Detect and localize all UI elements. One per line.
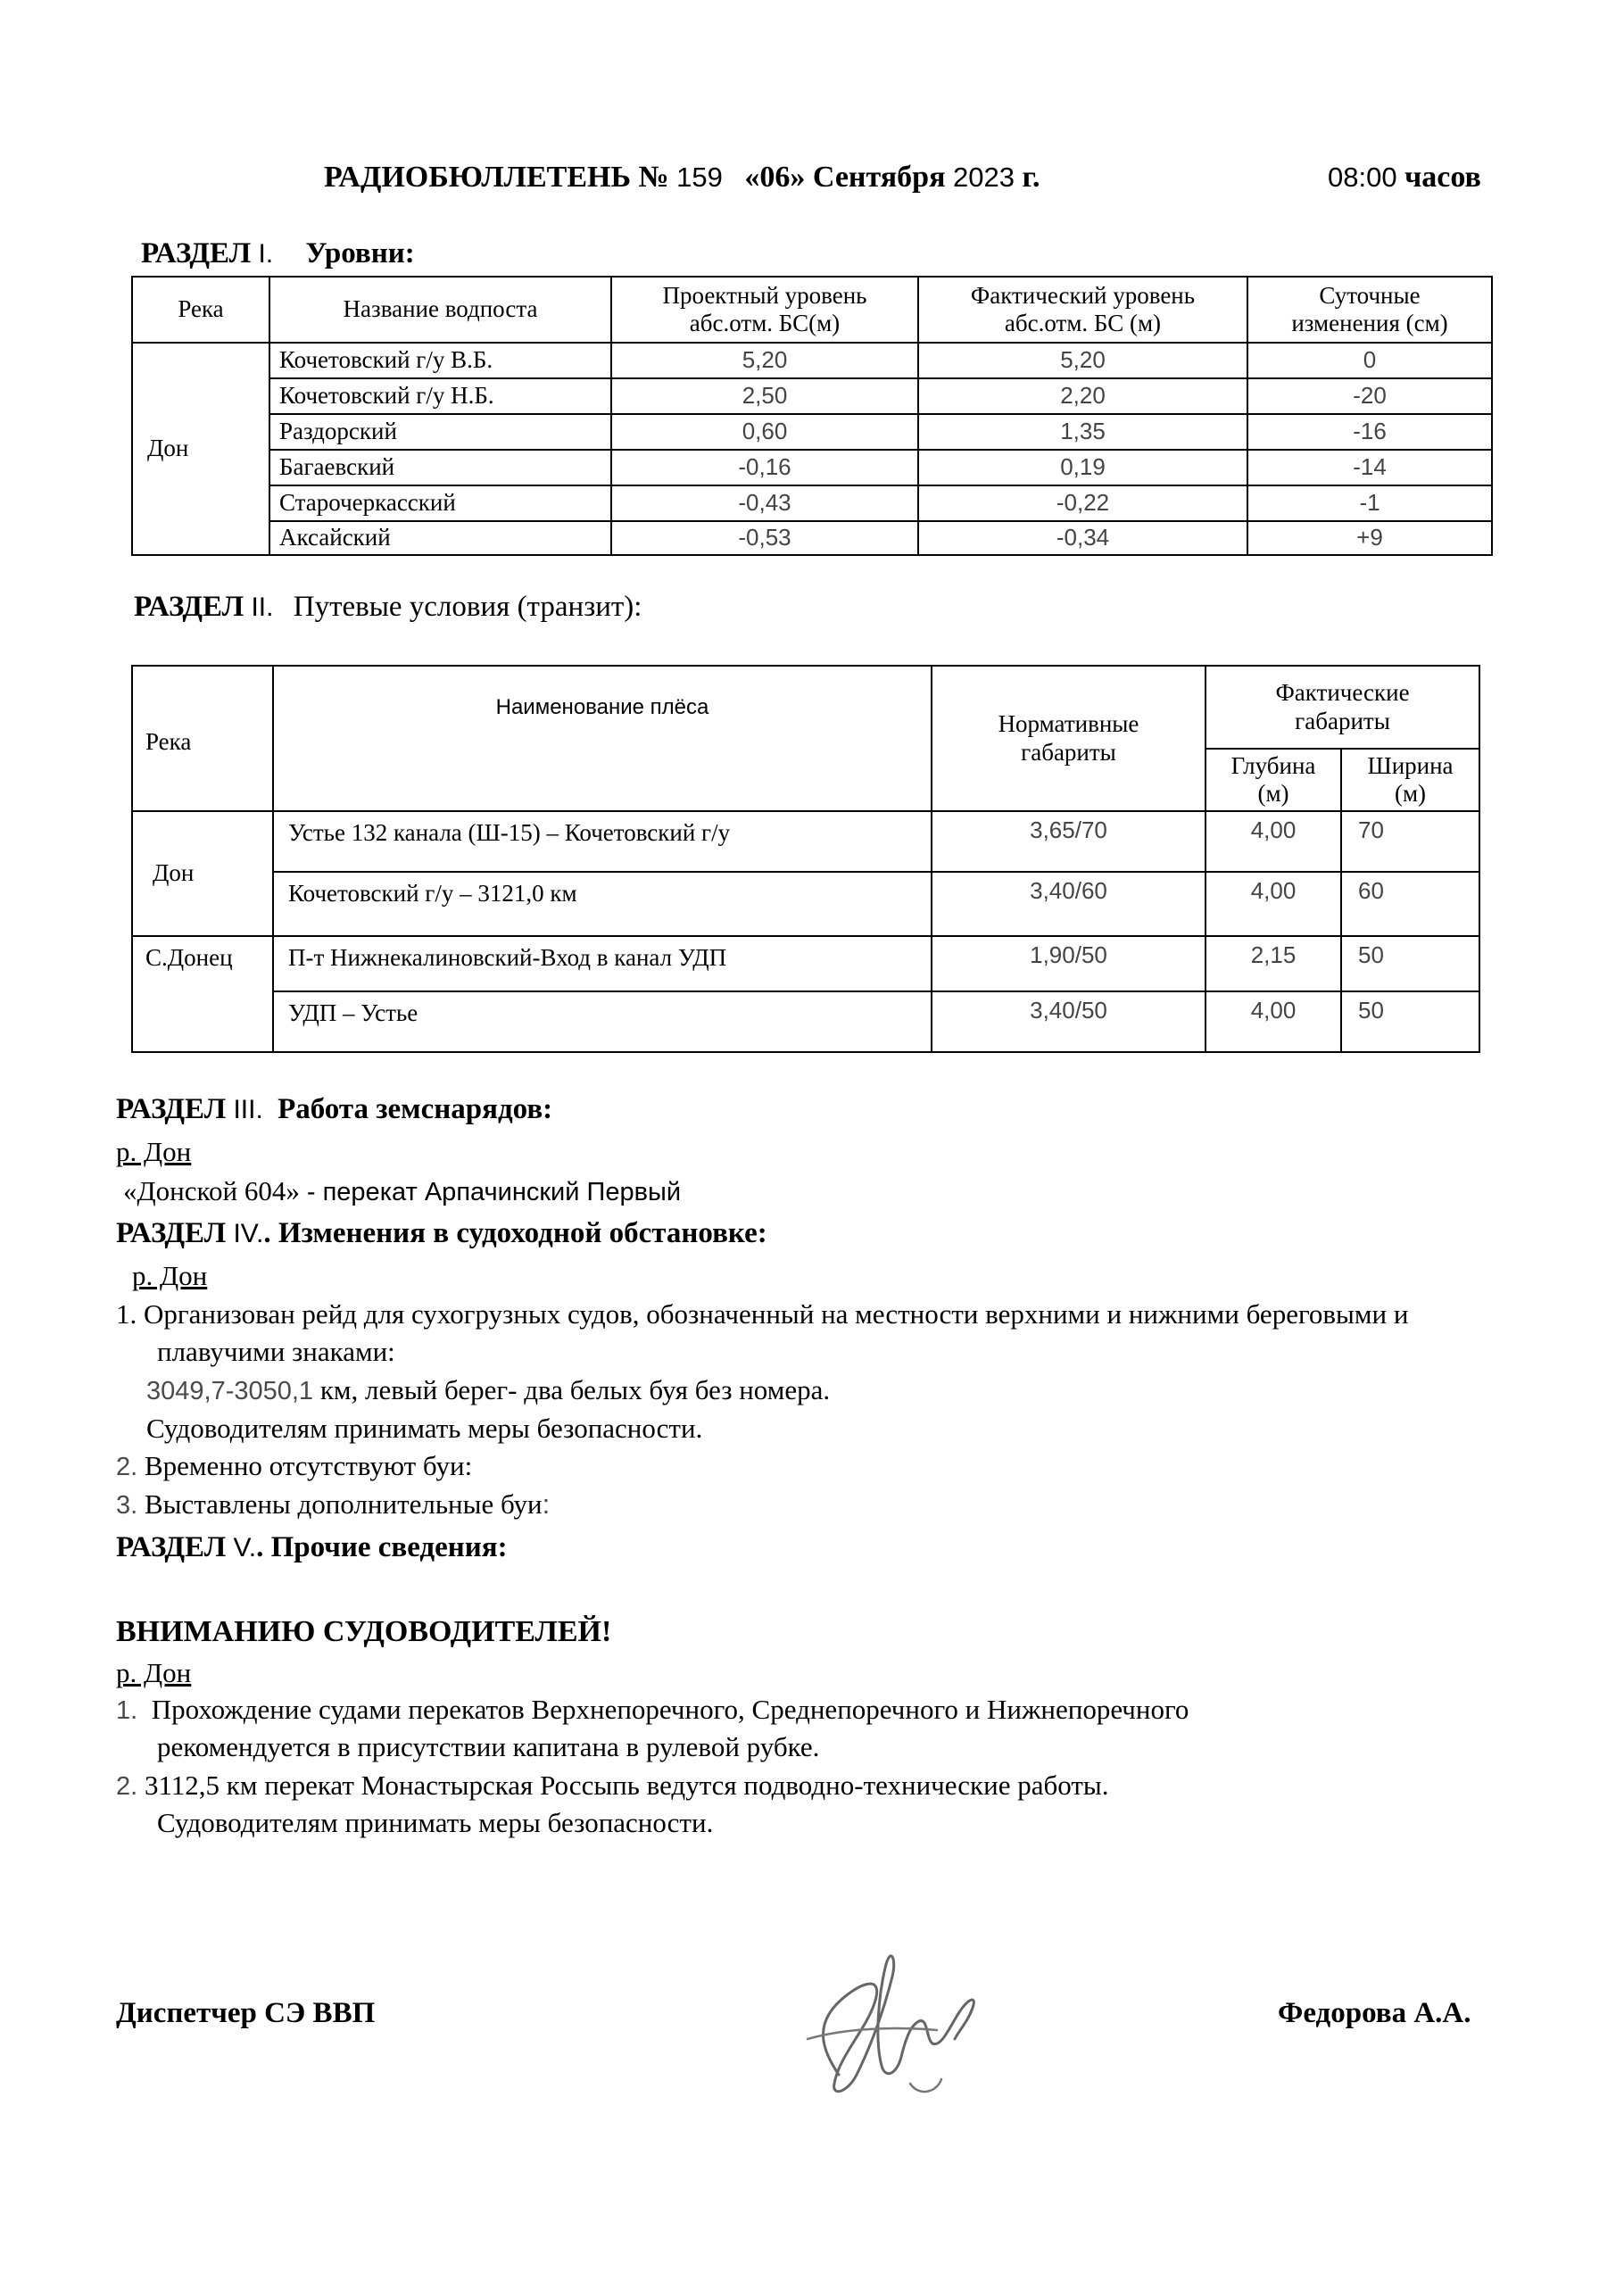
actual-level: 2,20 (918, 378, 1247, 414)
actual-depth: 4,00 (1206, 872, 1341, 936)
section-3-numeral: III. (233, 1095, 263, 1124)
section-4-river: р. Дон (132, 1260, 208, 1291)
km-range: 3049,7-3050,1 (146, 1377, 314, 1405)
post-name: Аксайский (269, 521, 611, 555)
bulletin-title-label: РАДИОБЮЛЛЕТЕНЬ № (324, 161, 669, 194)
section-3-title: Работа земснарядов: (278, 1093, 553, 1125)
section-4-item-1-km (146, 1374, 830, 1406)
route-header-actual: Фактические габариты (1206, 666, 1479, 749)
daily-change: -20 (1247, 378, 1492, 414)
actual-width: 60 (1341, 872, 1479, 936)
actual-level: 0,19 (918, 450, 1247, 485)
item-text: Выставлены дополнительные буи (137, 1488, 543, 1520)
actual-level: 1,35 (918, 414, 1247, 450)
dispatcher-position: Диспетчер СЭ ВВП (116, 1997, 376, 2029)
item-number: 1. (116, 1696, 138, 1725)
table-row (132, 450, 1492, 485)
post-name: Кочетовский г/у В.Б. (269, 343, 611, 378)
section-2-prefix: РАЗДЕЛ (134, 591, 244, 623)
section-3-prefix: РАЗДЕЛ (116, 1093, 227, 1125)
route-header-reach: Наименование плёса (273, 666, 932, 811)
attention-river: р. Дон (116, 1657, 192, 1688)
item-number: 2. (116, 1772, 138, 1801)
section-5-heading (116, 1531, 508, 1564)
design-level: -0,16 (611, 450, 918, 485)
section-5-numeral: V. (233, 1533, 257, 1562)
route-header-width: Ширина (м) (1341, 749, 1479, 811)
bulletin-number: 159 (676, 162, 723, 193)
levels-header-post: Название водпоста (269, 277, 611, 343)
normative-dimensions: 1,90/50 (932, 936, 1206, 991)
section-5-title: . Прочие сведения: (256, 1531, 508, 1563)
actual-depth: 4,00 (1206, 991, 1341, 1052)
attention-item-1 (116, 1694, 1189, 1726)
dredger-line (123, 1175, 681, 1207)
normative-dimensions: 3,40/60 (932, 872, 1206, 936)
bulletin-year: 2023 (952, 162, 1015, 193)
post-name: Раздорский (269, 414, 611, 450)
actual-depth: 2,15 (1206, 936, 1341, 991)
bulletin-time-value: 08:00 (1328, 162, 1397, 193)
section-1-prefix: РАЗДЕЛ (141, 237, 252, 269)
section-4-item-1-cont: плавучими знаками: (157, 1336, 395, 1367)
route-header-depth: Глубина (м) (1206, 749, 1341, 811)
section-3-river: р. Дон (116, 1136, 192, 1167)
section-4-item-2 (116, 1450, 472, 1482)
normative-dimensions: 3,40/50 (932, 991, 1206, 1052)
levels-river-cell: Дон (132, 343, 269, 555)
attention-item-2-cont: Судоводителям принимать меры безопасности. (157, 1807, 714, 1838)
table-row (132, 378, 1492, 414)
levels-header-daily: Суточные изменения (см) (1247, 277, 1492, 343)
reach-name: Устье 132 канала (Ш-15) – Кочетовский г/у (273, 811, 932, 872)
reach-name: П-т Нижнекалиновский-Вход в канал УДП (273, 936, 932, 991)
actual-width: 70 (1341, 811, 1479, 872)
dispatcher-name: Федорова А.А. (1278, 1997, 1471, 2029)
item-text: Временно отсутствуют буи: (137, 1450, 473, 1481)
dredger-location: - перекат Арпачинский Первый (299, 1178, 682, 1206)
section-4-heading (116, 1217, 767, 1250)
actual-width: 50 (1341, 936, 1479, 991)
bulletin-month: Сентября (812, 161, 946, 194)
table-row (132, 991, 1479, 1052)
design-level: -0,43 (611, 485, 918, 521)
post-name: Старочеркасский (269, 485, 611, 521)
item-text: 3112,5 км перекат Монастырская Россыпь ведутся подводно-технические работы. (137, 1770, 1109, 1801)
actual-level: -0,22 (918, 485, 1247, 521)
reach-name: УДП – Устье (273, 991, 932, 1052)
post-name: Багаевский (269, 450, 611, 485)
section-4-numeral: IV. (233, 1219, 264, 1248)
bulletin-time (1328, 161, 1481, 195)
actual-level: 5,20 (918, 343, 1247, 378)
section-1-title: Уровни: (305, 237, 415, 269)
section-1-numeral: I. (258, 239, 274, 269)
daily-change: +9 (1247, 521, 1492, 555)
item-text: Прохождение судами перекатов Верхнепоречного, Среднепоречного и Нижнепоречного (137, 1694, 1189, 1725)
table-row (132, 414, 1492, 450)
design-level: 0,60 (611, 414, 918, 450)
table-row (132, 521, 1492, 555)
attention-item-2 (116, 1770, 1108, 1802)
levels-header-river: Река (132, 277, 269, 343)
section-2-title: Путевые условия (транзит): (293, 591, 642, 623)
levels-header-actual: Фактический уровень абс.отм. БС (м) (918, 277, 1247, 343)
section-4-title: . Изменения в судоходной обстановке: (263, 1217, 767, 1249)
daily-change: -16 (1247, 414, 1492, 450)
item-text: Организован рейд для сухогрузных судов, обозначенный на местности верхними и нижними береговыми и (144, 1298, 1409, 1330)
bulletin-time-suffix: часов (1404, 161, 1481, 194)
item-number: 2. (116, 1453, 138, 1481)
daily-change: -1 (1247, 485, 1492, 521)
design-level: 5,20 (611, 343, 918, 378)
daily-change: -14 (1247, 450, 1492, 485)
item-colon: : (542, 1488, 551, 1520)
bulletin-year-suffix: г. (1022, 161, 1040, 194)
route-river-cell: Дон (132, 811, 273, 936)
reach-name: Кочетовский г/у – 3121,0 км (273, 872, 932, 936)
attention-title: ВНИМАНИЮ СУДОВОДИТЕЛЕЙ! (116, 1615, 612, 1648)
route-header-normative: Нормативные габариты (932, 666, 1206, 811)
section-4-item-3 (116, 1488, 550, 1521)
daily-change: 0 (1247, 343, 1492, 378)
levels-table (131, 276, 1493, 556)
table-row (132, 343, 1492, 378)
km-text: км, левый берег- два белых буя без номера. (313, 1374, 831, 1405)
levels-header-design: Проектный уровень абс.отм. БС(м) (611, 277, 918, 343)
item-number: 1. (116, 1298, 137, 1330)
table-row (132, 811, 1479, 872)
section-4-item-1 (116, 1298, 1408, 1330)
normative-dimensions: 3,65/70 (932, 811, 1206, 872)
bulletin-day: «06» (744, 161, 806, 194)
design-level: 2,50 (611, 378, 918, 414)
route-header-river: Река (132, 666, 273, 811)
design-level: -0,53 (611, 521, 918, 555)
section-3-heading (116, 1093, 552, 1126)
table-row (132, 485, 1492, 521)
actual-depth: 4,00 (1206, 811, 1341, 872)
signature-image (785, 1941, 990, 2110)
dredger-name: «Донской 604» (123, 1175, 300, 1206)
section-1-heading (141, 237, 415, 270)
table-row (132, 936, 1479, 991)
section-5-prefix: РАЗДЕЛ (116, 1531, 227, 1563)
section-4-item-1-safety: Судоводителям принимать меры безопасности. (146, 1413, 703, 1444)
actual-level: -0,34 (918, 521, 1247, 555)
section-2-numeral: II. (251, 593, 274, 622)
post-name: Кочетовский г/у Н.Б. (269, 378, 611, 414)
actual-width: 50 (1341, 991, 1479, 1052)
attention-item-1-cont: рекомендуется в присутствии капитана в рулевой рубке. (157, 1731, 820, 1762)
section-4-prefix: РАЗДЕЛ (116, 1217, 227, 1249)
bulletin-header (324, 161, 1040, 195)
levels-header-row (132, 277, 1492, 343)
route-conditions-table (131, 665, 1480, 1053)
table-row (132, 872, 1479, 936)
route-header-row (132, 666, 1479, 749)
route-river-cell: С.Донец (132, 936, 273, 1052)
item-number: 3. (116, 1491, 138, 1520)
section-2-heading (134, 591, 642, 624)
